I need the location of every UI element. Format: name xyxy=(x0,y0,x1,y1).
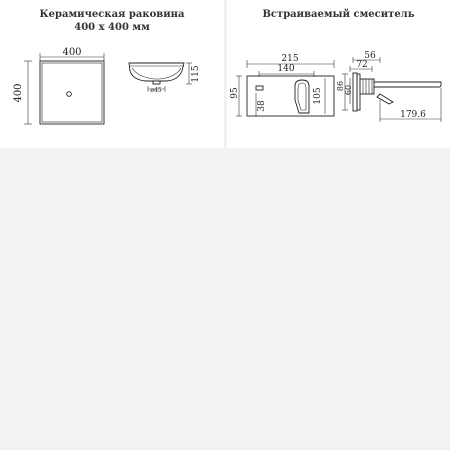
sink-side-view xyxy=(129,63,201,94)
sink-height-dimension xyxy=(13,61,32,124)
mixer-drawing xyxy=(227,0,450,148)
mixer-height-105-label: 105 xyxy=(313,87,323,105)
drain-hole-icon xyxy=(67,92,72,97)
mixer-height-86-label: 86 xyxy=(336,80,345,92)
mixer-width-140-label: 140 xyxy=(277,64,295,74)
mixer-title: Встраиваемый смеситель xyxy=(262,9,415,20)
mixer-panel xyxy=(227,0,450,148)
sink-height-label: 400 xyxy=(13,83,24,103)
sink-width-dimension xyxy=(40,47,104,61)
mixer-height-60-label: 60 xyxy=(344,84,353,96)
sink-side-height-label: 115 xyxy=(191,65,201,83)
drain-diameter-label: ø45 xyxy=(150,87,162,94)
mixer-width-215-label: 215 xyxy=(281,54,299,64)
sink-top-view xyxy=(40,61,104,124)
sink-drawing xyxy=(0,0,224,148)
sink-title: Керамическая раковина xyxy=(39,9,185,20)
sink-size-subtitle: 400 x 400 мм xyxy=(74,22,150,33)
mixer-side-view xyxy=(336,51,441,122)
mixer-small-38-label: 38 xyxy=(257,100,267,112)
mixer-width-56-label: 56 xyxy=(364,51,376,61)
sink-width-label: 400 xyxy=(62,47,82,58)
mixer-width-72-label: 72 xyxy=(356,60,368,70)
mixer-front-view xyxy=(230,54,334,116)
mixer-height-95-label: 95 xyxy=(230,87,240,99)
mixer-spout-179-label: 179.6 xyxy=(400,110,426,120)
sink-panel xyxy=(0,0,224,148)
